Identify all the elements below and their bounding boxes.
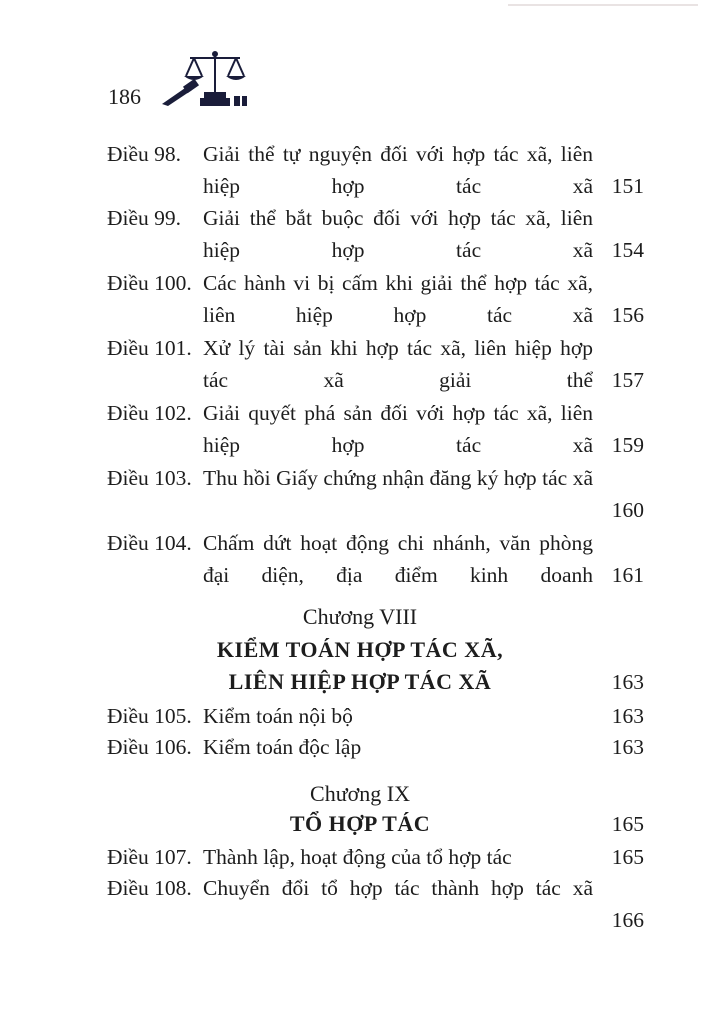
page-ref: 163 <box>611 735 644 759</box>
page-ref: 159 <box>611 433 644 457</box>
scales-of-justice-icon <box>160 48 252 110</box>
article-title: Thu hồi Giấy chứng nhận đăng ký hợp tác xã <box>203 466 593 490</box>
article-title: Xử lý tài sản khi hợp tác xã, liên hiệp hợp tác xã giải thể <box>203 336 593 392</box>
toc-entry-107[interactable] <box>0 841 724 873</box>
article-title: Kiểm toán nội bộ <box>203 704 353 728</box>
chapter-8-title-line2[interactable]: LIÊN HIỆP HỢP TÁC XÃ <box>228 669 492 694</box>
page-ref: 165 <box>611 845 644 869</box>
article-number: Điều 108. <box>107 876 192 900</box>
article-title: Chuyển đổi tổ hợp tác thành hợp tác xã <box>203 876 593 900</box>
top-rule <box>508 4 698 6</box>
page-ref: 156 <box>611 303 644 327</box>
article-title: Giải thể tự nguyện đối với hợp tác xã, liên hiệp hợp tác xã <box>203 142 593 198</box>
article-number: Điều 101. <box>107 336 192 360</box>
article-title: Kiểm toán độc lập <box>203 735 362 759</box>
toc-entry-101[interactable] <box>0 332 724 396</box>
article-number: Điều 103. <box>107 466 192 490</box>
chapter-9-page-ref: 165 <box>611 812 644 836</box>
article-number: Điều 105. <box>107 704 192 728</box>
toc-entry-100[interactable] <box>0 267 724 331</box>
page-ref: 160 <box>611 498 644 522</box>
chapter-8-title-line1[interactable]: KIỂM TOÁN HỢP TÁC XÃ, <box>216 637 504 662</box>
toc-entry-105[interactable] <box>0 700 724 732</box>
toc-entry-98[interactable] <box>0 138 724 202</box>
toc-entry-99[interactable] <box>0 202 724 266</box>
page-ref: 161 <box>611 563 644 587</box>
article-number: Điều 107. <box>107 845 192 869</box>
toc-entry-102[interactable] <box>0 397 724 461</box>
page-number: 186 <box>108 84 141 109</box>
article-number: Điều 106. <box>107 735 192 759</box>
article-title: Thành lập, hoạt động của tổ hợp tác <box>203 845 512 869</box>
toc-entry-104[interactable] <box>0 527 724 591</box>
page-ref: 151 <box>611 174 644 198</box>
page-ref: 163 <box>611 704 644 728</box>
article-title: Giải thể bắt buộc đối với hợp tác xã, liên hiệp hợp tác xã <box>203 206 593 262</box>
toc-entry-103[interactable] <box>0 462 724 526</box>
article-number: Điều 102. <box>107 401 192 425</box>
page-ref: 154 <box>611 238 644 262</box>
article-title: Các hành vi bị cấm khi giải thể hợp tác xã, liên hiệp hợp tác xã <box>203 271 593 327</box>
article-number: Điều 100. <box>107 271 192 295</box>
chapter-8-label: Chương VIII <box>302 604 418 629</box>
chapter-9-title[interactable]: TỔ HỢP TÁC <box>289 811 431 836</box>
page-ref: 157 <box>611 368 644 392</box>
toc-entry-106[interactable] <box>0 731 724 763</box>
article-number: Điều 104. <box>107 531 192 555</box>
article-title: Giải quyết phá sản đối với hợp tác xã, liên hiệp hợp tác xã <box>203 401 593 457</box>
article-title: Chấm dứt hoạt động chi nhánh, văn phòng đại diện, địa điểm kinh doanh <box>203 531 593 587</box>
toc-entry-108[interactable] <box>0 872 724 936</box>
page-ref: 166 <box>611 908 644 932</box>
article-number: Điều 99. <box>107 206 182 230</box>
article-number: Điều 98. <box>107 142 182 166</box>
chapter-9-label: Chương IX <box>310 781 410 806</box>
chapter-8-page-ref: 163 <box>611 670 644 694</box>
